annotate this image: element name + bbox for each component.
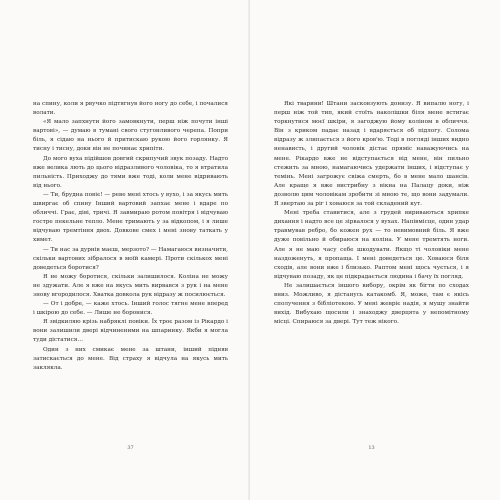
paragraph: Один з них смикає мене за штани, інший підняв затискається до мене. Від страху я відчула на якусь мить заклякла. <box>33 346 228 371</box>
paragraph: «Я мало запхнути його замовкнути, перш ніж почути інші вартові», — думаю в тумані свого стугонливого черепа. Попри біль, я сідаю на нього й притискаю рукою його горлянку. Я тисну і тисну, доки він не починає хрипіти. <box>33 119 228 153</box>
paragraph: До мого вуха підійшов довгий скрипучий звук позаду. Надто вже велика лють до цього відразливого чоловіка, то я втратила пильність. Приходжу до тями вже тоді, коли мене відривають від нього. <box>33 155 228 189</box>
left-page-text <box>33 100 228 373</box>
page-number: 13 <box>368 445 375 451</box>
paragraph: — Ти, брудна повіє! — реве мені хтось у вухо, і за якусь мить швиргає об спину Інший вартовий запхає мене і вдаре по обличчі. Грає, діві, тричі. Я завмираю ротом повітря і відчуваю гостре пекельне тепло. Мене тримають у за відкопом, і я лише відчуваю тремтіння двох. Довкове смех і мені знову таткать у химет. <box>33 191 228 244</box>
paragraph: Я звідкиляю крізь набряклі повіки. Їх троє разом із Рікардо і вони залишили двері відчиненими на шпаринку. Якби я могла туди дістатися… <box>33 319 228 344</box>
paragraph: Не залишається іншого вибору, окрім як бігти по сходах вниз. Можливо, я дістанусь катакомб. Я, може, там є якісь сполучення з бібліотекою. У мені жевріє надія, я мушу знайти вихід. Вибухаю щосили і знаходжу дверцята у непомітному місці. Спираюся за двері. Тут теж нікого. <box>274 282 469 326</box>
paragraph: на спину, коли я рвучко підтягнув його ногу до себе, і почалися волати. <box>33 101 228 117</box>
paragraph: — От і добре, — каже хтось. Інший голос тягне мене вперед і шкірою до себе. — Лише не боронися. <box>33 301 228 317</box>
paragraph: Я не можу боротися, скільки залишилося. Коліна не можу не здужати. Але я вже на якусь мить вирвався з рук і на мене знову вгородилося. Хватка довкола рук відразу ж посилюється. <box>33 273 228 298</box>
paragraph: — Ти нас за дурнів маєш, мерзото? — Намагаюся визначити, скільки вартових зібралося в моїй камері. Проти скількох мені доведеться боротися? <box>33 246 228 271</box>
right-page-text <box>274 100 469 327</box>
paragraph: Які тварини! Штани засковзують донизу. Я випалю ногу, і перш ніж той тип, який стоїть наколішки біля мене встигає торкнутися моєї шкіри, я загоджую йому коліном в обличчя. Він з криком падає назад і вдаряється об підлогу. Солома відразу ж злипається з його кров'ю. Тоді в погляді інших видно ненависть, і другий чоловік дістає пряміс наважуючись на мене. Рікардо вже не відступається від мене, він пильно стежить за мною, намагаючись удержати інших, і відступає у темінь. Мені загрожує свіжа смерть, бо в мене мало шансів. Але краще я вже вистрибну з вікна на Палацу доки, ніж дозволю цим чоловікам зробити зі мною те, що вони задумали. Я звертаю за ріг і ховаюся за той складений кут. <box>274 101 469 208</box>
paragraph: Мені треба ставитися, але з грудей вириваються хрипке дихання і надто все це зірвалося у вухах. Напівмісце, один удар травмував ребро, бо кожен рух — то невимовний біль. Я вже дуже повільно й обираюся на коліна. У мене тремтять ноги. Але я не маю часу себе шкодувати. Якщо ті чоловіки мене наздоженуть, я пропаща. І мені доведеться це. Ховаюся біля сходів, але вони вже і близько. Раптом мені щось чується, і я відчуваю позаду, як це підкрадається людина і бачу їх погляд. <box>274 210 469 280</box>
right-page <box>250 0 500 500</box>
page-number: 37 <box>127 445 134 451</box>
